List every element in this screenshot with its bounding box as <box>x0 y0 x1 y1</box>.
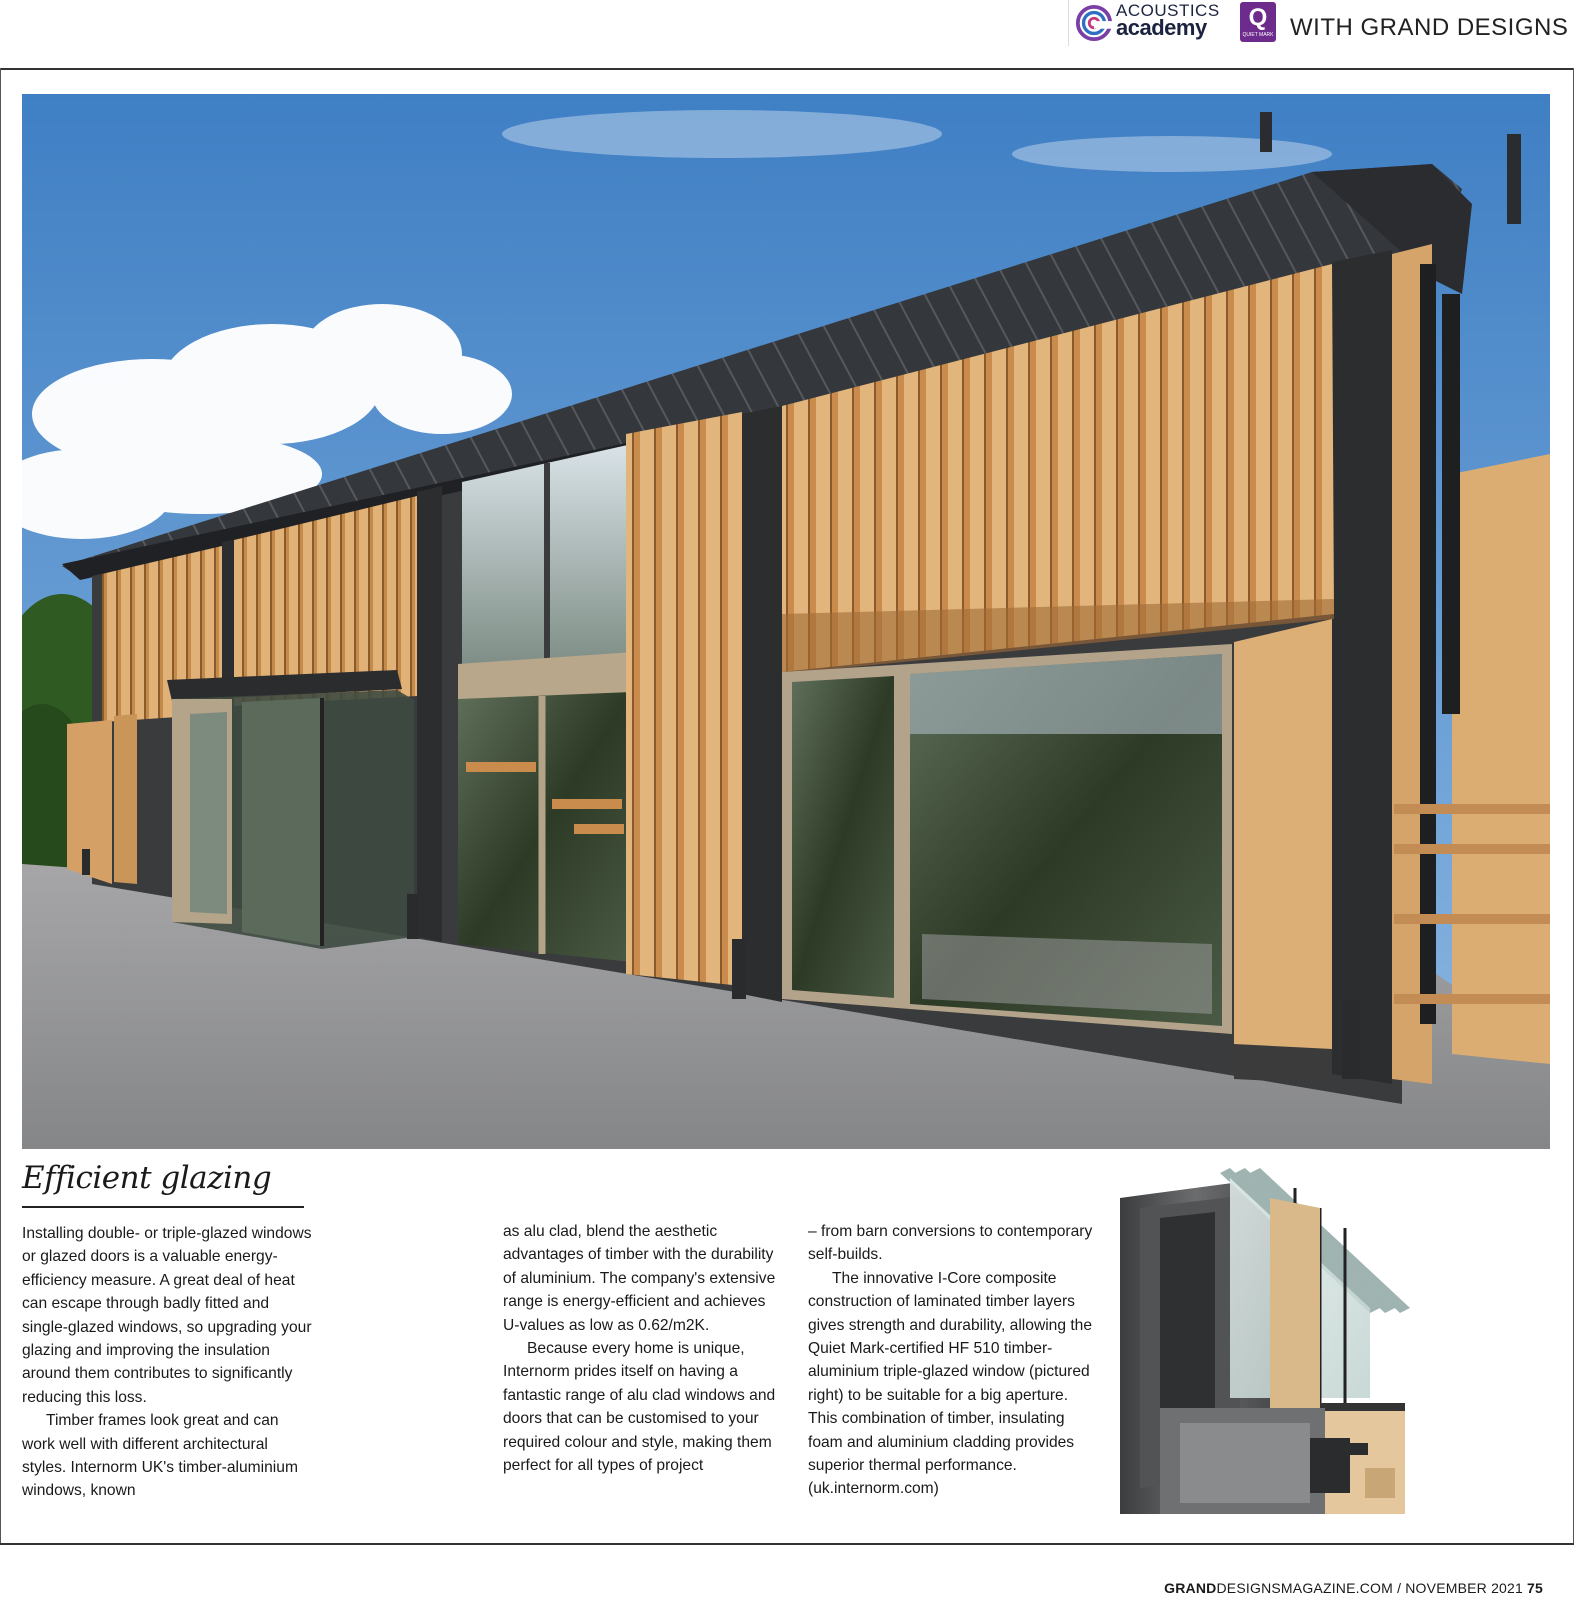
quiet-mark-badge <box>1240 2 1276 42</box>
acoustics-swirl-icon <box>1075 4 1113 42</box>
house-photo-illustration <box>22 94 1550 1149</box>
logo-line-1: ACOUSTICS <box>1116 1 1220 20</box>
top-rule <box>0 68 1574 70</box>
window-cross-section-image <box>1120 1168 1426 1514</box>
article-heading: Efficient glazing <box>22 1160 272 1196</box>
footer-brand: GRAND <box>1164 1580 1217 1596</box>
acoustics-wordmark <box>1116 1 1220 40</box>
bottom-rule <box>0 1543 1574 1545</box>
acoustics-academy-logo <box>1068 0 1239 46</box>
article-column-1 <box>22 1222 314 1503</box>
masthead <box>0 0 1574 66</box>
quiet-mark-letter: Q <box>1248 4 1268 31</box>
left-rule <box>0 68 1 1545</box>
quiet-mark-caption: QUIET MARK <box>1242 32 1274 38</box>
article-column-3 <box>808 1220 1098 1501</box>
col1-paragraph-1: Installing double- or triple-glazed windows or glazed doors is a valuable energy-efficiency measure. A great deal of heat can escape through badly fitted and single-glazed windows, so upgrading your glazing and improving the insulation around them contributes to significantly reducing this loss. <box>22 1225 312 1406</box>
page-footer <box>0 1580 1543 1596</box>
header-tagline: WITH GRAND DESIGNS <box>1290 14 1569 41</box>
heading-underline <box>22 1206 304 1208</box>
page-number: 75 <box>1527 1580 1543 1596</box>
col3-paragraph-2: The innovative I-Core composite construction of laminated timber layers gives strength and durability, allowing the Quiet Mark-certified HF 510 timber-aluminium triple-glazed window (pictured right) to be suitable for a big aperture. This combination of timber, insulating foam and aluminium cladding provides superior thermal performance. (uk.internorm.com) <box>808 1269 1093 1498</box>
logo-line-2: academy <box>1116 15 1207 40</box>
col3-paragraph-1: – from barn conversions to contemporary self-builds. <box>808 1223 1093 1264</box>
col2-paragraph-2: Because every home is unique, Internorm prides itself on having a fantastic range of alu clad windows and doors that can be customised to your required colour and style, making them perfect for all types of project <box>503 1340 776 1475</box>
window-profile-illustration <box>1120 1168 1426 1514</box>
footer-site: DESIGNSMAGAZINE.COM / NOVEMBER 2021 <box>1216 1580 1524 1596</box>
col1-paragraph-2: Timber frames look great and can work well with different architectural styles. Internorm UK's timber-aluminium windows, known <box>22 1412 298 1500</box>
house-photo <box>22 94 1550 1149</box>
article-column-2 <box>503 1220 785 1477</box>
col2-paragraph-1: as alu clad, blend the aesthetic advantages of timber with the durability of aluminium. The company's extensive range is energy-efficient and achieves U-values as low as 0.62/m2K. <box>503 1223 776 1334</box>
